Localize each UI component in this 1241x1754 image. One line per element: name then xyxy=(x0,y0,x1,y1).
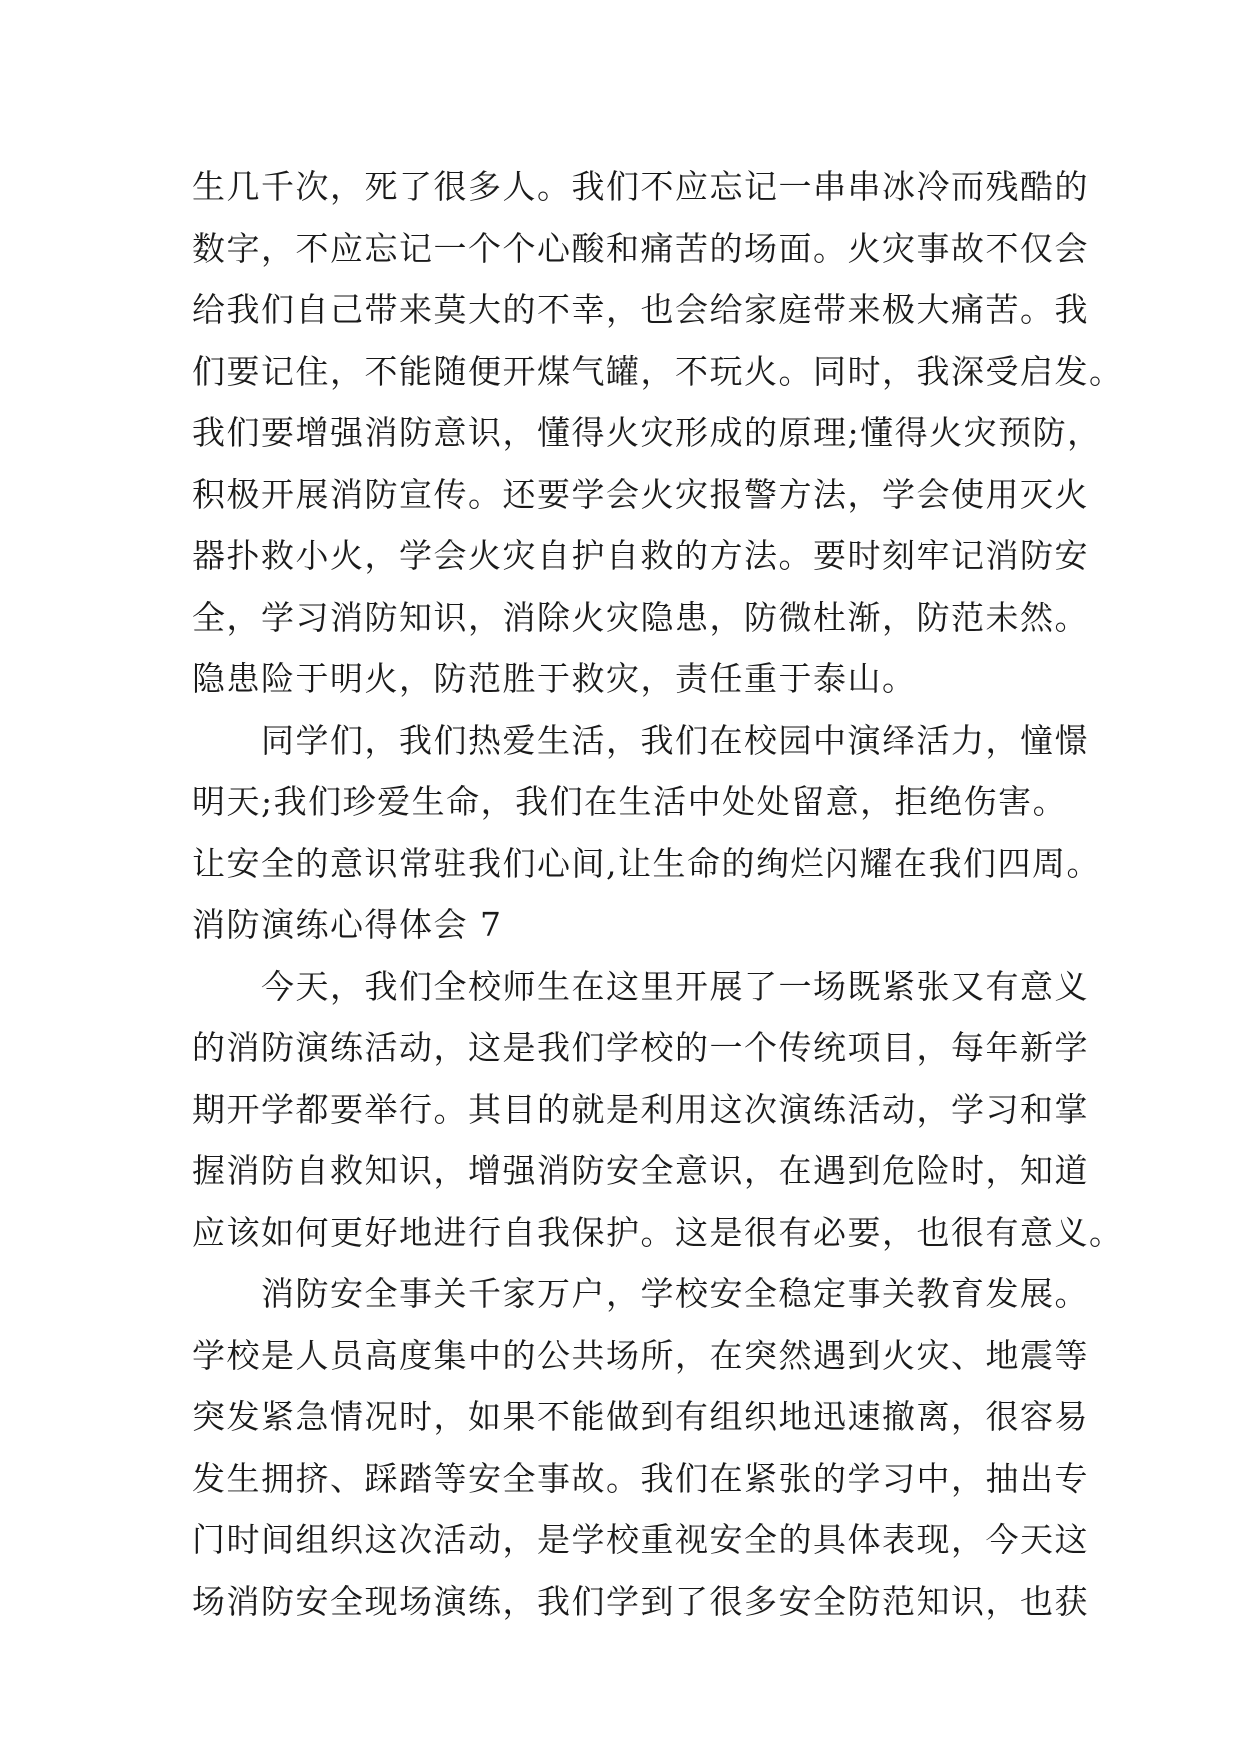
text-line: 场消防安全现场演练，我们学到了很多安全防范知识，也获 xyxy=(192,1581,1089,1621)
text-line: 发生拥挤、踩踏等安全事故。我们在紧张的学习中，抽出专 xyxy=(192,1458,1089,1498)
text-line: 给我们自己带来莫大的不幸，也会给家庭带来极大痛苦。我 xyxy=(192,290,1089,329)
text-line: 门时间组织这次活动，是学校重视安全的具体表现，今天这 xyxy=(192,1520,1089,1559)
text-line: 我们要增强消防意识，懂得火灾形成的原理;懂得火灾预防， xyxy=(192,413,1102,452)
text-line: 期开学都要举行。其目的就是利用这次演练活动，学习和掌 xyxy=(192,1089,1089,1129)
body-text xyxy=(192,156,1124,1632)
text-line: 学校是人员高度集中的公共场所，在突然遇到火灾、地震等 xyxy=(192,1335,1089,1375)
text-line: 全，学习消防知识，消除火灾隐患，防微杜渐，防范未然。 xyxy=(192,597,1089,637)
section-heading: 消防演练心得体会 7 xyxy=(192,905,503,944)
text-line: 数字，不应忘记一个个心酸和痛苦的场面。火灾事故不仅会 xyxy=(192,228,1089,268)
text-line: 隐患险于明火，防范胜于救灾，责任重于泰山。 xyxy=(192,659,917,698)
text-line: 们要记住，不能随便开煤气罐，不玩火。同时，我深受启发。 xyxy=(192,351,1124,391)
text-line: 今天，我们全校师生在这里开展了一场既紧张又有意义 xyxy=(192,966,1089,1006)
text-line: 消防安全事关千家万户，学校安全稳定事关教育发展。 xyxy=(192,1274,1089,1313)
text-line: 握消防自救知识，增强消防安全意识，在遇到危险时，知道 xyxy=(192,1151,1089,1190)
text-line: 突发紧急情况时，如果不能做到有组织地迅速撤离，很容易 xyxy=(192,1397,1089,1436)
text-line: 器扑救小火，学会火灾自护自救的方法。要时刻牢记消防安 xyxy=(192,536,1089,575)
text-line: 生几千次，死了很多人。我们不应忘记一串串冰冷而残酷的 xyxy=(192,167,1089,206)
text-line: 的消防演练活动，这是我们学校的一个传统项目，每年新学 xyxy=(192,1028,1089,1067)
text-line: 让安全的意识常驻我们心间,让生命的绚烂闪耀在我们四周。 xyxy=(192,843,1101,883)
text-line: 同学们，我们热爱生活，我们在校园中演绎活力，憧憬 xyxy=(192,720,1089,760)
text-line: 积极开展消防宣传。还要学会火灾报警方法，学会使用灭火 xyxy=(192,474,1089,514)
text-line: 明天;我们珍爱生命，我们在生活中处处留意，拒绝伤害。 xyxy=(192,782,1068,821)
text-line: 应该如何更好地进行自我保护。这是很有必要，也很有意义。 xyxy=(192,1212,1124,1252)
